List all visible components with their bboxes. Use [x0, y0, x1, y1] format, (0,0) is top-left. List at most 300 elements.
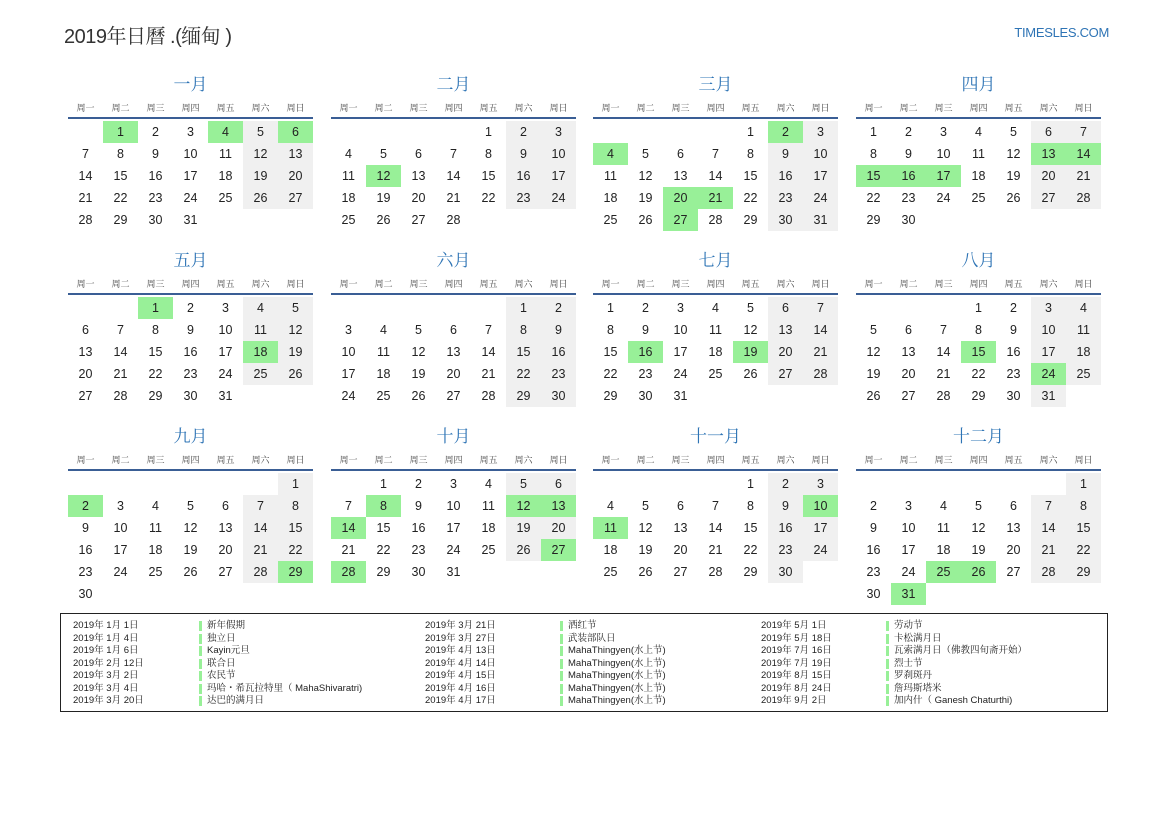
day-cell[interactable]: 27 [411, 213, 426, 227]
day-cell[interactable]: 8 [152, 323, 159, 337]
holiday-day-cell[interactable]: 28 [331, 561, 366, 583]
day-cell[interactable]: 13 [218, 521, 233, 535]
day-cell[interactable]: 17 [803, 165, 838, 187]
holiday-day-cell[interactable]: 31 [891, 583, 926, 605]
day-cell[interactable]: 31 [218, 389, 233, 403]
day-cell[interactable]: 3 [940, 125, 947, 139]
day-cell[interactable]: 29 [971, 389, 986, 403]
day-cell[interactable]: 9 [768, 143, 803, 165]
day-cell[interactable]: 17 [541, 165, 576, 187]
day-cell[interactable]: 28 [243, 561, 278, 583]
day-cell[interactable]: 16 [768, 517, 803, 539]
day-cell[interactable]: 11 [482, 499, 495, 513]
day-cell[interactable]: 14 [708, 169, 723, 183]
holiday-day-cell[interactable]: 17 [926, 165, 961, 187]
day-cell[interactable]: 24 [803, 539, 838, 561]
day-cell[interactable]: 22 [376, 543, 391, 557]
day-cell[interactable]: 13 [278, 143, 313, 165]
day-cell[interactable]: 22 [1066, 539, 1101, 561]
day-cell[interactable]: 12 [411, 345, 426, 359]
day-cell[interactable]: 30 [768, 209, 803, 231]
day-cell[interactable]: 17 [673, 345, 688, 359]
day-cell[interactable]: 22 [113, 191, 128, 205]
day-cell[interactable]: 19 [183, 543, 198, 557]
day-cell[interactable]: 4 [1066, 297, 1101, 319]
day-cell[interactable]: 22 [603, 367, 618, 381]
day-cell[interactable]: 2 [870, 499, 877, 513]
day-cell[interactable]: 9 [415, 499, 422, 513]
day-cell[interactable]: 3 [450, 477, 457, 491]
day-cell[interactable]: 30 [638, 389, 653, 403]
day-cell[interactable]: 25 [708, 367, 723, 381]
day-cell[interactable]: 25 [481, 543, 496, 557]
day-cell[interactable]: 27 [1006, 565, 1021, 579]
day-cell[interactable]: 21 [78, 191, 93, 205]
day-cell[interactable]: 6 [1031, 121, 1066, 143]
day-cell[interactable]: 3 [677, 301, 684, 315]
day-cell[interactable]: 11 [342, 169, 355, 183]
day-cell[interactable]: 1 [607, 301, 614, 315]
day-cell[interactable]: 12 [743, 323, 758, 337]
day-cell[interactable]: 19 [411, 367, 426, 381]
day-cell[interactable]: 29 [148, 389, 163, 403]
day-cell[interactable]: 1 [278, 473, 313, 495]
day-cell[interactable]: 16 [1006, 345, 1021, 359]
holiday-day-cell[interactable]: 15 [856, 165, 891, 187]
day-cell[interactable]: 23 [183, 367, 198, 381]
day-cell[interactable]: 21 [1031, 539, 1066, 561]
day-cell[interactable]: 29 [743, 565, 758, 579]
day-cell[interactable]: 10 [1031, 319, 1066, 341]
day-cell[interactable]: 16 [148, 169, 163, 183]
day-cell[interactable]: 12 [638, 169, 653, 183]
day-cell[interactable]: 2 [187, 301, 194, 315]
day-cell[interactable]: 29 [603, 389, 618, 403]
day-cell[interactable]: 2 [152, 125, 159, 139]
day-cell[interactable]: 21 [1066, 165, 1101, 187]
day-cell[interactable]: 9 [870, 521, 877, 535]
day-cell[interactable]: 1 [870, 125, 877, 139]
day-cell[interactable]: 7 [1031, 495, 1066, 517]
holiday-day-cell[interactable]: 25 [926, 561, 961, 583]
day-cell[interactable]: 13 [411, 169, 426, 183]
day-cell[interactable]: 11 [937, 521, 950, 535]
day-cell[interactable]: 6 [541, 473, 576, 495]
day-cell[interactable]: 11 [709, 323, 722, 337]
day-cell[interactable]: 6 [1010, 499, 1017, 513]
day-cell[interactable]: 7 [450, 147, 457, 161]
day-cell[interactable]: 20 [673, 543, 688, 557]
day-cell[interactable]: 27 [78, 389, 93, 403]
day-cell[interactable]: 2 [642, 301, 649, 315]
day-cell[interactable]: 17 [901, 543, 916, 557]
day-cell[interactable]: 3 [803, 121, 838, 143]
holiday-day-cell[interactable]: 13 [1031, 143, 1066, 165]
holiday-day-cell[interactable]: 26 [961, 561, 996, 583]
day-cell[interactable]: 12 [278, 319, 313, 341]
day-cell[interactable]: 11 [604, 169, 617, 183]
day-cell[interactable]: 20 [218, 543, 233, 557]
day-cell[interactable]: 28 [1031, 561, 1066, 583]
day-cell[interactable]: 21 [481, 367, 496, 381]
day-cell[interactable]: 25 [341, 213, 356, 227]
day-cell[interactable]: 29 [866, 213, 881, 227]
day-cell[interactable]: 28 [113, 389, 128, 403]
day-cell[interactable]: 16 [78, 543, 93, 557]
day-cell[interactable]: 5 [506, 473, 541, 495]
day-cell[interactable]: 15 [506, 341, 541, 363]
day-cell[interactable]: 2 [506, 121, 541, 143]
day-cell[interactable]: 4 [975, 125, 982, 139]
day-cell[interactable]: 11 [972, 147, 985, 161]
day-cell[interactable]: 14 [708, 521, 723, 535]
day-cell[interactable]: 18 [341, 191, 356, 205]
day-cell[interactable]: 4 [152, 499, 159, 513]
day-cell[interactable]: 25 [1066, 363, 1101, 385]
holiday-day-cell[interactable]: 16 [628, 341, 663, 363]
day-cell[interactable]: 23 [901, 191, 916, 205]
day-cell[interactable]: 18 [603, 191, 618, 205]
day-cell[interactable]: 17 [1031, 341, 1066, 363]
day-cell[interactable]: 7 [243, 495, 278, 517]
day-cell[interactable]: 18 [218, 169, 233, 183]
day-cell[interactable]: 3 [905, 499, 912, 513]
day-cell[interactable]: 19 [866, 367, 881, 381]
day-cell[interactable]: 7 [1066, 121, 1101, 143]
day-cell[interactable]: 13 [78, 345, 93, 359]
day-cell[interactable]: 15 [376, 521, 391, 535]
day-cell[interactable]: 24 [936, 191, 951, 205]
day-cell[interactable]: 5 [642, 499, 649, 513]
day-cell[interactable]: 2 [541, 297, 576, 319]
day-cell[interactable]: 15 [148, 345, 163, 359]
day-cell[interactable]: 21 [341, 543, 356, 557]
holiday-day-cell[interactable]: 11 [593, 517, 628, 539]
day-cell[interactable]: 18 [481, 521, 496, 535]
day-cell[interactable]: 28 [803, 363, 838, 385]
day-cell[interactable]: 7 [940, 323, 947, 337]
holiday-day-cell[interactable]: 12 [366, 165, 401, 187]
day-cell[interactable]: 30 [768, 561, 803, 583]
day-cell[interactable]: 18 [603, 543, 618, 557]
day-cell[interactable]: 20 [446, 367, 461, 381]
holiday-day-cell[interactable]: 10 [803, 495, 838, 517]
day-cell[interactable]: 5 [642, 147, 649, 161]
day-cell[interactable]: 18 [376, 367, 391, 381]
day-cell[interactable]: 19 [506, 517, 541, 539]
day-cell[interactable]: 10 [803, 143, 838, 165]
day-cell[interactable]: 4 [345, 147, 352, 161]
day-cell[interactable]: 2 [1010, 301, 1017, 315]
holiday-day-cell[interactable]: 1 [103, 121, 138, 143]
day-cell[interactable]: 4 [607, 499, 614, 513]
day-cell[interactable]: 6 [677, 147, 684, 161]
day-cell[interactable]: 1 [485, 125, 492, 139]
day-cell[interactable]: 30 [901, 213, 916, 227]
day-cell[interactable]: 10 [183, 147, 198, 161]
holiday-day-cell[interactable]: 20 [663, 187, 698, 209]
day-cell[interactable]: 3 [541, 121, 576, 143]
day-cell[interactable]: 10 [673, 323, 688, 337]
holiday-day-cell[interactable]: 24 [1031, 363, 1066, 385]
day-cell[interactable]: 20 [278, 165, 313, 187]
day-cell[interactable]: 27 [673, 565, 688, 579]
day-cell[interactable]: 16 [541, 341, 576, 363]
day-cell[interactable]: 7 [345, 499, 352, 513]
day-cell[interactable]: 26 [638, 565, 653, 579]
day-cell[interactable]: 12 [638, 521, 653, 535]
day-cell[interactable]: 4 [380, 323, 387, 337]
day-cell[interactable]: 19 [638, 543, 653, 557]
day-cell[interactable]: 23 [768, 187, 803, 209]
day-cell[interactable]: 8 [117, 147, 124, 161]
day-cell[interactable]: 27 [218, 565, 233, 579]
day-cell[interactable]: 20 [411, 191, 426, 205]
day-cell[interactable]: 9 [541, 319, 576, 341]
day-cell[interactable]: 10 [446, 499, 461, 513]
day-cell[interactable]: 12 [1006, 147, 1021, 161]
day-cell[interactable]: 24 [341, 389, 356, 403]
day-cell[interactable]: 26 [183, 565, 198, 579]
day-cell[interactable]: 11 [149, 521, 162, 535]
day-cell[interactable]: 21 [446, 191, 461, 205]
day-cell[interactable]: 28 [936, 389, 951, 403]
day-cell[interactable]: 18 [971, 169, 986, 183]
day-cell[interactable]: 31 [1031, 385, 1066, 407]
day-cell[interactable]: 15 [743, 169, 758, 183]
day-cell[interactable]: 24 [803, 187, 838, 209]
day-cell[interactable]: 20 [1031, 165, 1066, 187]
day-cell[interactable]: 21 [708, 543, 723, 557]
day-cell[interactable]: 13 [673, 521, 688, 535]
day-cell[interactable]: 10 [901, 521, 916, 535]
day-cell[interactable]: 17 [803, 517, 838, 539]
day-cell[interactable]: 12 [183, 521, 198, 535]
day-cell[interactable]: 17 [341, 367, 356, 381]
day-cell[interactable]: 31 [183, 213, 198, 227]
day-cell[interactable]: 3 [803, 473, 838, 495]
day-cell[interactable]: 21 [113, 367, 128, 381]
day-cell[interactable]: 23 [866, 565, 881, 579]
day-cell[interactable]: 25 [218, 191, 233, 205]
day-cell[interactable]: 6 [768, 297, 803, 319]
day-cell[interactable]: 8 [870, 147, 877, 161]
day-cell[interactable]: 29 [506, 385, 541, 407]
day-cell[interactable]: 2 [768, 473, 803, 495]
day-cell[interactable]: 17 [446, 521, 461, 535]
day-cell[interactable]: 8 [747, 499, 754, 513]
day-cell[interactable]: 18 [148, 543, 163, 557]
day-cell[interactable]: 15 [278, 517, 313, 539]
day-cell[interactable]: 6 [82, 323, 89, 337]
day-cell[interactable]: 15 [1066, 517, 1101, 539]
day-cell[interactable]: 10 [113, 521, 128, 535]
day-cell[interactable]: 23 [768, 539, 803, 561]
day-cell[interactable]: 8 [975, 323, 982, 337]
holiday-day-cell[interactable]: 15 [961, 341, 996, 363]
day-cell[interactable]: 2 [415, 477, 422, 491]
day-cell[interactable]: 10 [218, 323, 233, 337]
day-cell[interactable]: 5 [415, 323, 422, 337]
day-cell[interactable]: 3 [187, 125, 194, 139]
day-cell[interactable]: 28 [446, 213, 461, 227]
day-cell[interactable]: 9 [152, 147, 159, 161]
day-cell[interactable]: 12 [243, 143, 278, 165]
day-cell[interactable]: 26 [1006, 191, 1021, 205]
day-cell[interactable]: 30 [866, 587, 881, 601]
day-cell[interactable]: 25 [148, 565, 163, 579]
day-cell[interactable]: 7 [803, 297, 838, 319]
day-cell[interactable]: 23 [148, 191, 163, 205]
day-cell[interactable]: 8 [278, 495, 313, 517]
day-cell[interactable]: 21 [243, 539, 278, 561]
day-cell[interactable]: 13 [768, 319, 803, 341]
day-cell[interactable]: 9 [642, 323, 649, 337]
day-cell[interactable]: 13 [673, 169, 688, 183]
day-cell[interactable]: 19 [243, 165, 278, 187]
day-cell[interactable]: 6 [415, 147, 422, 161]
day-cell[interactable]: 1 [975, 301, 982, 315]
day-cell[interactable]: 7 [82, 147, 89, 161]
day-cell[interactable]: 14 [113, 345, 128, 359]
holiday-day-cell[interactable]: 29 [278, 561, 313, 583]
day-cell[interactable]: 20 [78, 367, 93, 381]
holiday-day-cell[interactable]: 2 [768, 121, 803, 143]
day-cell[interactable]: 22 [971, 367, 986, 381]
day-cell[interactable]: 20 [901, 367, 916, 381]
day-cell[interactable]: 9 [506, 143, 541, 165]
day-cell[interactable]: 30 [411, 565, 426, 579]
day-cell[interactable]: 19 [1006, 169, 1021, 183]
day-cell[interactable]: 26 [638, 213, 653, 227]
day-cell[interactable]: 3 [345, 323, 352, 337]
day-cell[interactable]: 22 [506, 363, 541, 385]
day-cell[interactable]: 8 [485, 147, 492, 161]
day-cell[interactable]: 24 [541, 187, 576, 209]
day-cell[interactable]: 7 [485, 323, 492, 337]
holiday-day-cell[interactable]: 12 [506, 495, 541, 517]
day-cell[interactable]: 24 [673, 367, 688, 381]
day-cell[interactable]: 20 [1006, 543, 1021, 557]
day-cell[interactable]: 13 [1006, 521, 1021, 535]
holiday-day-cell[interactable]: 8 [366, 495, 401, 517]
day-cell[interactable]: 7 [712, 499, 719, 513]
day-cell[interactable]: 4 [485, 477, 492, 491]
day-cell[interactable]: 25 [603, 565, 618, 579]
day-cell[interactable]: 23 [506, 187, 541, 209]
day-cell[interactable]: 23 [78, 565, 93, 579]
day-cell[interactable]: 9 [1010, 323, 1017, 337]
day-cell[interactable]: 5 [243, 121, 278, 143]
day-cell[interactable]: 10 [341, 345, 356, 359]
holiday-day-cell[interactable]: 4 [208, 121, 243, 143]
day-cell[interactable]: 5 [187, 499, 194, 513]
holiday-day-cell[interactable]: 2 [68, 495, 103, 517]
day-cell[interactable]: 1 [506, 297, 541, 319]
day-cell[interactable]: 10 [541, 143, 576, 165]
day-cell[interactable]: 28 [1066, 187, 1101, 209]
day-cell[interactable]: 6 [677, 499, 684, 513]
day-cell[interactable]: 19 [638, 191, 653, 205]
day-cell[interactable]: 5 [278, 297, 313, 319]
day-cell[interactable]: 22 [743, 543, 758, 557]
day-cell[interactable]: 5 [870, 323, 877, 337]
day-cell[interactable]: 31 [673, 389, 688, 403]
day-cell[interactable]: 14 [446, 169, 461, 183]
day-cell[interactable]: 8 [607, 323, 614, 337]
day-cell[interactable]: 27 [1031, 187, 1066, 209]
day-cell[interactable]: 5 [380, 147, 387, 161]
day-cell[interactable]: 22 [743, 191, 758, 205]
day-cell[interactable]: 28 [78, 213, 93, 227]
day-cell[interactable]: 28 [708, 213, 723, 227]
day-cell[interactable]: 31 [803, 209, 838, 231]
day-cell[interactable]: 30 [78, 587, 93, 601]
day-cell[interactable]: 26 [243, 187, 278, 209]
day-cell[interactable]: 24 [183, 191, 198, 205]
day-cell[interactable]: 22 [148, 367, 163, 381]
day-cell[interactable]: 24 [113, 565, 128, 579]
day-cell[interactable]: 28 [481, 389, 496, 403]
day-cell[interactable]: 22 [481, 191, 496, 205]
day-cell[interactable]: 30 [148, 213, 163, 227]
day-cell[interactable]: 26 [278, 363, 313, 385]
day-cell[interactable]: 14 [803, 319, 838, 341]
holiday-day-cell[interactable]: 14 [331, 517, 366, 539]
day-cell[interactable]: 23 [411, 543, 426, 557]
day-cell[interactable]: 26 [866, 389, 881, 403]
day-cell[interactable]: 14 [481, 345, 496, 359]
day-cell[interactable]: 13 [901, 345, 916, 359]
day-cell[interactable]: 11 [219, 147, 232, 161]
day-cell[interactable]: 9 [768, 495, 803, 517]
day-cell[interactable]: 17 [113, 543, 128, 557]
day-cell[interactable]: 23 [541, 363, 576, 385]
day-cell[interactable]: 14 [243, 517, 278, 539]
holiday-day-cell[interactable]: 19 [733, 341, 768, 363]
day-cell[interactable]: 29 [1066, 561, 1101, 583]
day-cell[interactable]: 26 [743, 367, 758, 381]
day-cell[interactable]: 18 [936, 543, 951, 557]
day-cell[interactable]: 30 [541, 385, 576, 407]
day-cell[interactable]: 10 [936, 147, 951, 161]
holiday-day-cell[interactable]: 6 [278, 121, 313, 143]
holiday-day-cell[interactable]: 27 [541, 539, 576, 561]
day-cell[interactable]: 27 [901, 389, 916, 403]
day-cell[interactable]: 21 [936, 367, 951, 381]
day-cell[interactable]: 20 [541, 517, 576, 539]
day-cell[interactable]: 16 [411, 521, 426, 535]
day-cell[interactable]: 3 [222, 301, 229, 315]
day-cell[interactable]: 11 [377, 345, 390, 359]
day-cell[interactable]: 12 [866, 345, 881, 359]
day-cell[interactable]: 30 [1006, 389, 1021, 403]
day-cell[interactable]: 29 [743, 213, 758, 227]
day-cell[interactable]: 16 [866, 543, 881, 557]
day-cell[interactable]: 9 [905, 147, 912, 161]
day-cell[interactable]: 1 [380, 477, 387, 491]
holiday-day-cell[interactable]: 1 [138, 297, 173, 319]
day-cell[interactable]: 4 [940, 499, 947, 513]
holiday-day-cell[interactable]: 21 [698, 187, 733, 209]
day-cell[interactable]: 16 [183, 345, 198, 359]
day-cell[interactable]: 7 [712, 147, 719, 161]
holiday-day-cell[interactable]: 16 [891, 165, 926, 187]
day-cell[interactable]: 5 [747, 301, 754, 315]
day-cell[interactable]: 1 [1066, 473, 1101, 495]
day-cell[interactable]: 27 [278, 187, 313, 209]
day-cell[interactable]: 19 [376, 191, 391, 205]
